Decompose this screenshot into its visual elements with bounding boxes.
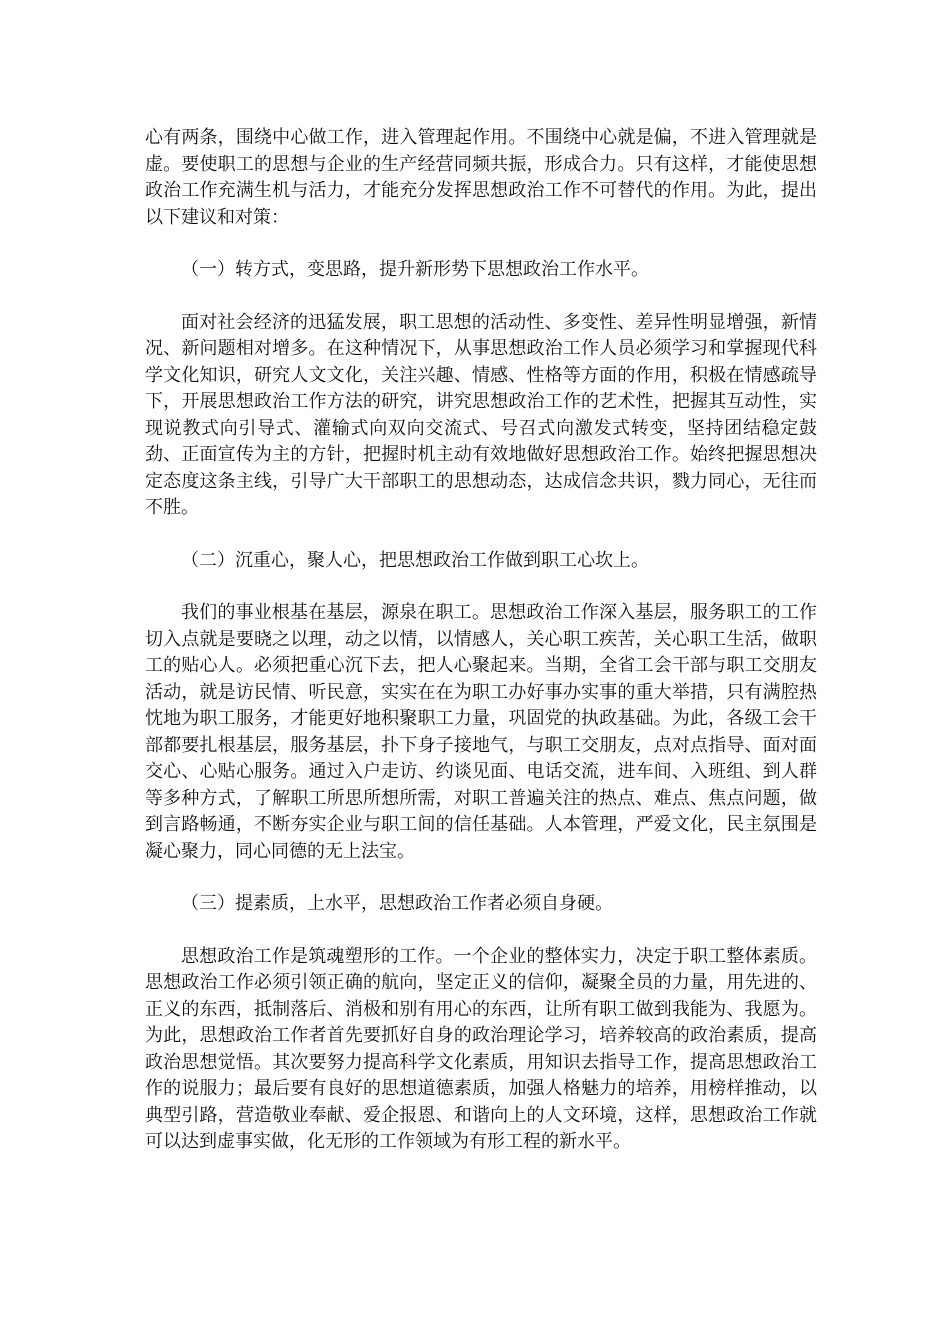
section-heading-2: （二）沉重心，聚人心，把思想政治工作做到职工心坎上。: [181, 549, 649, 571]
section-1-paragraph: 面对社会经济的迅猛发展，职工思想的活动性、多变性、差异性明显增强，新情况、新问题相对增多。在这种情况下，从事思想政治工作人员必须学习和掌握现代科学文化知识，研究人文文化，关注兴趣、情感、性格等方面的作用，积极在情感疏导下，开展思想政治工作方法的研究，讲究思想政治工作的艺术性，把握其互动性，实现说教式向引导式、灌输式向双向交流式、号召式向激发式转变，坚持团结稳定鼓劲、正面宣传为主的方针，把握时机主动有效地做好思想政治工作。始终把握思想决定态度这条主线，引导广大干部职工的思想动态，达成信念共识，戮力同心，无往而不胜。: [145, 311, 817, 518]
section-heading-1: （一）转方式，变思路，提升新形势下思想政治工作水平。: [181, 259, 649, 280]
section-2-paragraph: 我们的事业根基在基层，源泉在职工。思想政治工作深入基层，服务职工的工作切入点就是要晓之以理，动之以情，以情感人，关心职工疾苦，关心职工生活，做职工的贴心人。必须把重心沉下去，把人心聚起来。当期，全省工会干部与职工交朋友活动，就是访民情、听民意，实实在在为职工办好事办实事的重大举措，只有满腔热忱地为职工服务，才能更好地积聚职工力量，巩固党的执政基础。为此，各级工会干部都要扎根基层，服务基层，扑下身子接地气，与职工交朋友，点对点指导、面对面交心、心贴心服务。通过入户走访、约谈见面、电话交流，进车间、入班组、到人群等多种方式，了解职工所思所想所需，对职工普遍关注的热点、难点、焦点问题，做到言路畅通，不断夯实企业与职工间的信任基础。人本管理，严爱文化，民主氛围是凝心聚力，同心同德的无上法宝。: [145, 602, 817, 862]
intro-paragraph: 心有两条，围绕中心做工作，进入管理起作用。不围绕中心就是偏，不进入管理就是虚。要使职工的思想与企业的生产经营同频共振，形成合力。只有这样，才能使思想政治工作充满生机与活力，才能充分发挥思想政治工作不可替代的作用。为此，提出以下建议和对策：: [145, 127, 817, 228]
document-page: [145, 125, 817, 1156]
section-heading-3: （三）提素质，上水平，思想政治工作者必须自身硬。: [181, 893, 613, 914]
paragraph-gap: [145, 918, 817, 944]
paragraph-gap: [145, 231, 817, 257]
paragraph-gap: [145, 574, 817, 600]
section-3-paragraph: 思想政治工作是筑魂塑形的工作。一个企业的整体实力，决定于职工整体素质。思想政治工作必须引领正确的航向，坚定正义的信仰，凝聚全员的力量，用先进的、正义的东西，抵制落后、消极和别有用心的东西，让所有职工做到我能为、我愿为。为此，思想政治工作者首先要抓好自身的政治理论学习，培养较高的政治素质，提高政治思想觉悟。其次要努力提高科学文化素质，用知识去指导工作，提高思想政治工作的说服力；最后要有良好的思想道德素质，加强人格魅力的培养，用榜样推动，以典型引路，营造敬业奉献、爱企报恩、和谐向上的人文环境，这样，思想政治工作就可以达到虚事实做，化无形的工作领域为有形工程的新水平。: [145, 945, 817, 1152]
paragraph-gap: [145, 522, 817, 548]
paragraph-gap: [145, 865, 817, 891]
paragraph-gap: [145, 284, 817, 310]
